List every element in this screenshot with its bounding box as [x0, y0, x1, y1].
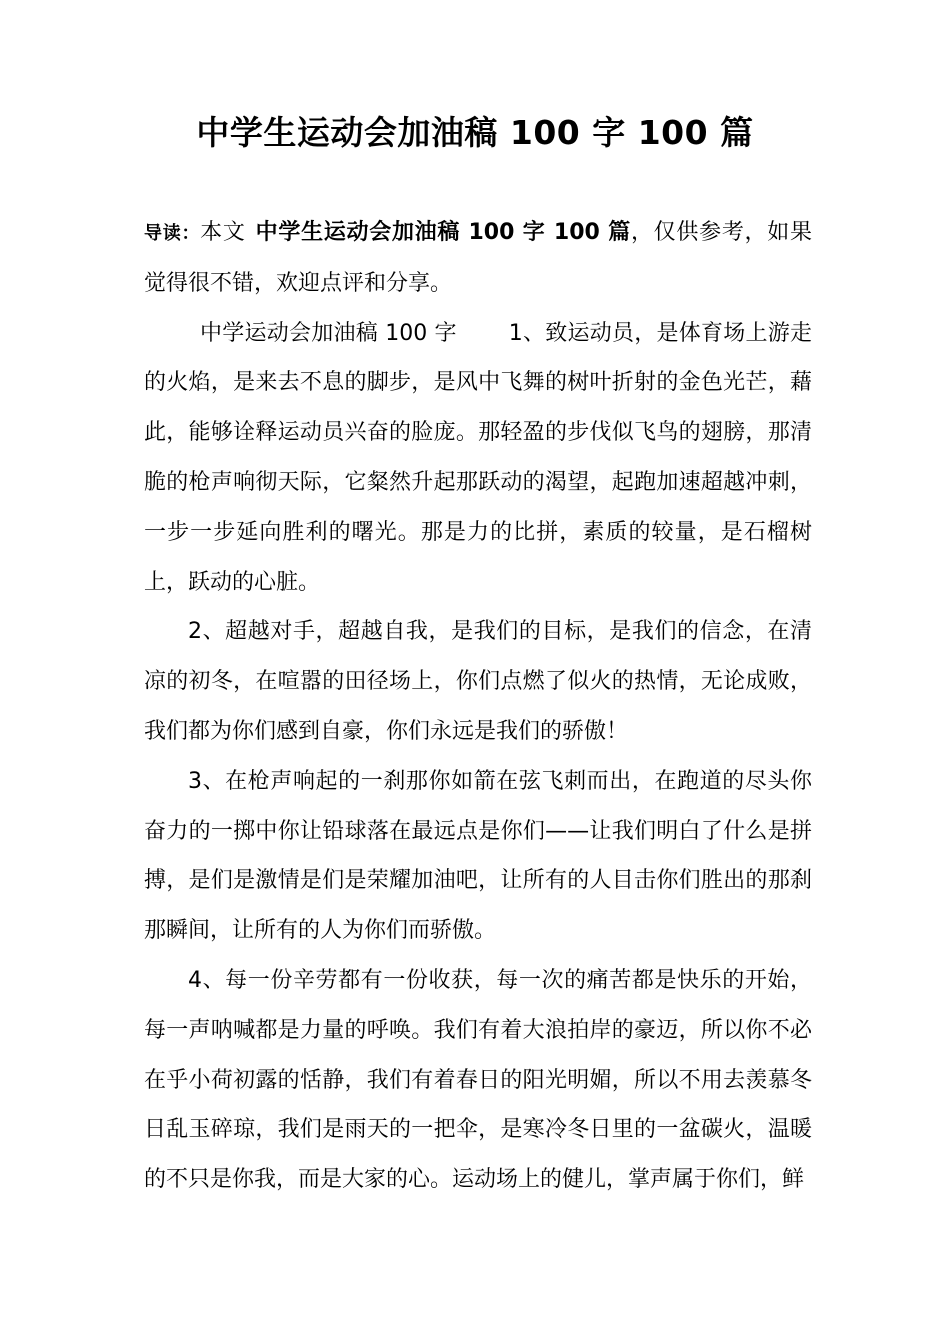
section-heading: 中学运动会加油稿 100 字 [200, 320, 457, 346]
intro-paragraph [144, 208, 812, 309]
document-title: 中学生运动会加油稿 100 字 100 篇 [196, 113, 754, 152]
paragraph-4: 4、每一份辛劳都有一份收获，每一次的痛苦都是快乐的开始，每一声呐喊都是力量的呼唤。我们有着大浪拍岸的豪迈，所以你不必在乎小荷初露的恬静，我们有着春日的阳光明媚，所以不用去羡慕冬日乱玉碎琼，我们是雨天的一把伞，是寒冷冬日里的一盆碳火，温暖的不只是你我，而是大家的心。运动场上的健儿，掌声属于你们，鲜 [144, 967, 812, 1193]
paragraph-2: 2、超越对手，超越自我，是我们的目标，是我们的信念，在清凉的初冬，在喧嚣的田径场上，你们点燃了似火的热情，无论成败，我们都为你们感到自豪，你们永远是我们的骄傲！ [144, 619, 812, 744]
intro-label: 导读： [144, 223, 201, 244]
intro-suffix: ，仅供参考，如果觉得很不错，欢迎点评和分享。 [144, 220, 812, 296]
intro-prefix: 本文 [200, 220, 246, 245]
document-body [144, 208, 812, 1205]
paragraph-1-text: 1、致运动员，是体育场上游走的火焰，是来去不息的脚步，是风中飞舞的树叶折射的金色光芒，藉此，能够诠释运动员兴奋的脸庞。那轻盈的步伐似飞鸟的翅膀，那清脆的枪声响彻天际，它粲然升起那跃动的渴望，起跑加速超越冲刺，一步一步延向胜利的曙光。那是力的比拼，素质的较量，是石榴树上，跃动的心脏。 [144, 320, 813, 595]
paragraph-1 [144, 309, 812, 608]
paragraph-3: 3、在枪声响起的一刹那你如箭在弦飞刺而出，在跑道的尽头你奋力的一掷中你让铅球落在最远点是你们——让我们明白了什么是拼搏，是们是激情是们是荣耀加油吧，让所有的人目击你们胜出的那刹那瞬间，让所有的人为你们而骄傲。 [144, 768, 812, 944]
intro-title-reference: 中学生运动会加油稿 100 字 100 篇 [255, 220, 631, 245]
